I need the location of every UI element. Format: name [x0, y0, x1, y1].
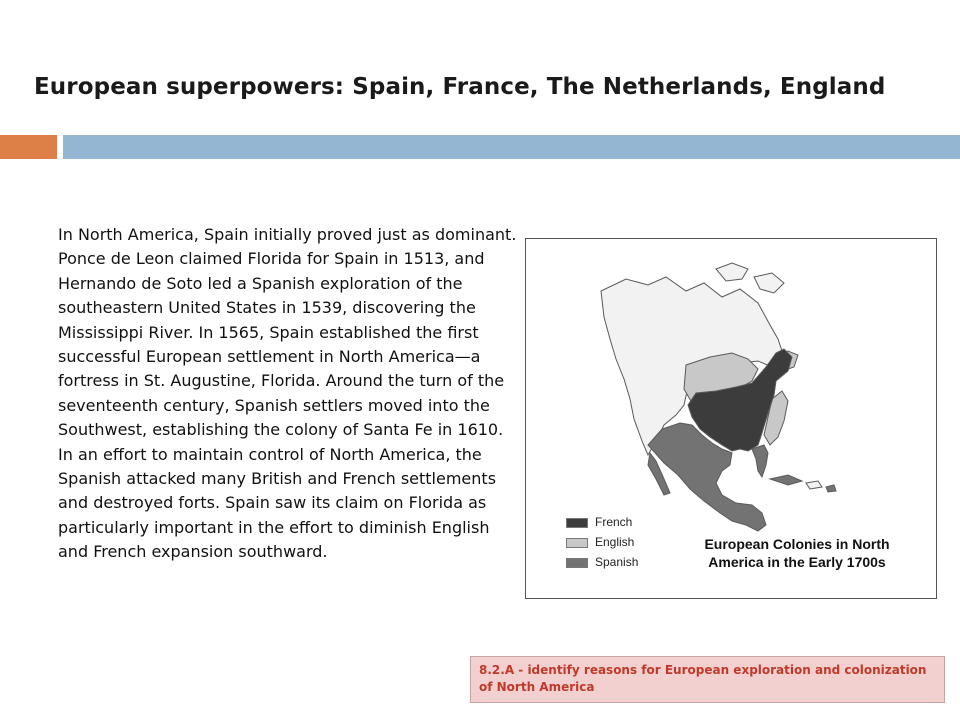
legend-label: Spanish	[595, 555, 639, 569]
legend-swatch-english	[566, 538, 588, 548]
body-paragraph: In North America, Spain initially proved just as dominant. Ponce de Leon claimed Florida for Spain in 1513, and Hernando de Soto led a Spanish exploration of the southeastern United States in 1539, discovering the Mississippi River. In 1565, Spain established the first successful European settlement in North America—a fortress in St. Augustine, Florida. Around the turn of the seventeenth century, Spanish settlers moved into the Southwest, establishing the colony of Santa Fe in 1610. In an effort to maintain control of North America, the Spanish attacked many British and French settlements and destroyed forts. Spain saw its claim on Florida as particularly important in the effort to diminish English and French expansion southward.	[58, 225, 517, 562]
slide-title: European superpowers: Spain, France, The Netherlands, England	[34, 74, 886, 100]
legend-swatch-spanish	[566, 558, 588, 568]
legend-label: English	[595, 535, 635, 549]
standard-note: 8.2.A - identify reasons for European exploration and colonization of North America	[470, 656, 945, 703]
accent-bar-blue	[63, 135, 960, 159]
accent-bar-orange	[0, 135, 57, 159]
map-caption: European Colonies in North America in the Early 1700s	[704, 536, 890, 570]
spanish-florida	[752, 445, 768, 477]
colonies-map-figure	[525, 238, 937, 599]
caribbean-island	[826, 485, 836, 492]
legend-label: French	[595, 515, 633, 529]
caribbean-island	[770, 475, 802, 485]
arctic-island	[754, 273, 784, 293]
caribbean-island	[806, 481, 822, 489]
arctic-island	[716, 263, 748, 281]
legend-swatch-french	[566, 518, 588, 528]
